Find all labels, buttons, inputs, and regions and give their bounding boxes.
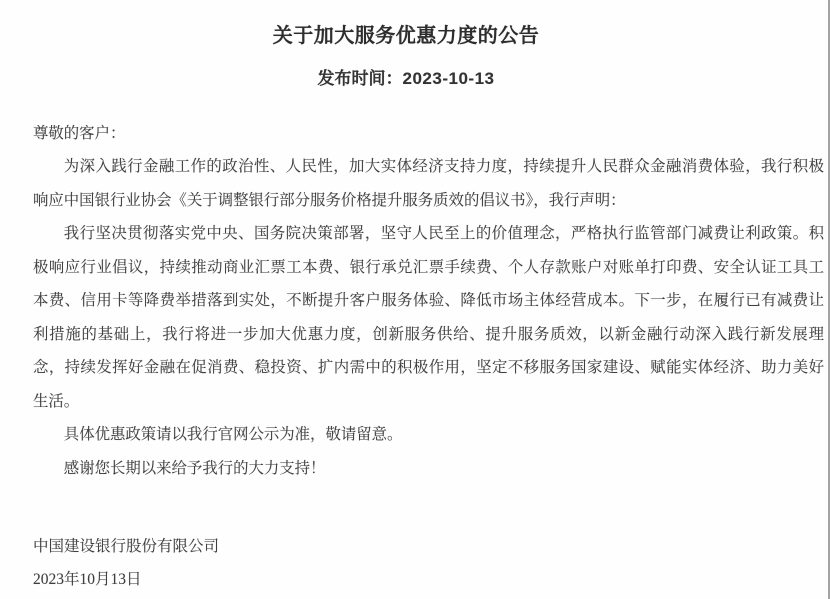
announcement-title: 关于加大服务优惠力度的公告 [272, 25, 540, 47]
announcement-body [33, 117, 824, 485]
body-line: 响应中国银行业协会《关于调整银行部分服务价格提升服务质效的倡议书》，我行声明： [33, 191, 626, 209]
body-line: 我行坚决贯彻落实党中央、国务院决策部署，坚守人民至上的价值理念，严格执行监管部门减费让利政策。积 [63, 225, 824, 243]
signature-date: 2023年10月13日 [33, 571, 142, 589]
body-line: 念，持续发挥好金融在促消费、稳投资、扩内需中的积极作用，坚定不移服务国家建设、赋能实体经济、助力美好 [33, 359, 824, 377]
salutation: 尊敬的客户： [33, 125, 126, 142]
signature-block [33, 530, 824, 597]
document-header [0, 0, 830, 89]
publish-time-value: 2023-10-13 [402, 69, 495, 88]
publish-time-label: 发布时间： [317, 69, 403, 88]
body-line: 本费、信用卡等降费举措落到实处，不断提升客户服务体验、降低市场主体经营成本。下一步，在履行已有减费让 [33, 292, 824, 310]
body-line: 感谢您长期以来给予我行的大力支持！ [63, 459, 326, 477]
body-line: 为深入践行金融工作的政治性、人民性，加大实体经济支持力度，持续提升人民群众金融消费体验，我行积极 [63, 158, 824, 176]
signature-company: 中国建设银行股份有限公司 [33, 537, 220, 555]
publish-time [0, 68, 812, 89]
body-line: 利措施的基础上，我行将进一步加大优惠力度，创新服务供给、提升服务质效，以新金融行动深入践行新发展理 [33, 325, 824, 343]
body-line: 极响应行业倡议，持续推动商业汇票工本费、银行承兑汇票手续费、个人存款账户对账单打印费、安全认证工具工 [33, 258, 824, 276]
body-line: 生活。 [33, 392, 80, 410]
body-line: 具体优惠政策请以我行官网公示为准，敬请留意。 [63, 426, 403, 444]
